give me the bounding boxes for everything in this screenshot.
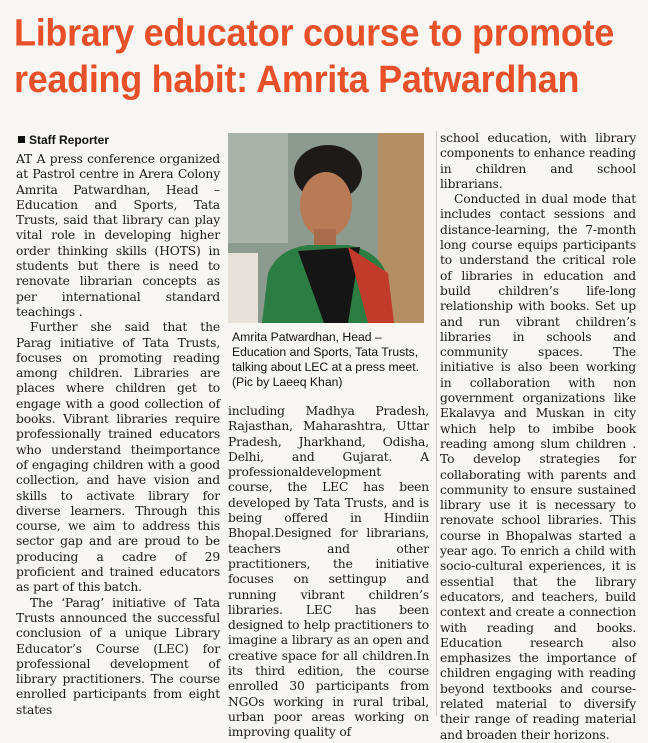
- photo-caption: Amrita Patwardhan, Head – Education and Sports, Tata Trusts, talking about LEC at a press meet. (Pic by Laeeq Khan): [232, 330, 419, 389]
- byline: [18, 133, 109, 147]
- portrait-illustration: [228, 133, 424, 323]
- byline-text: Staff Reporter: [29, 133, 110, 147]
- paragraph: Further she said that the Parag initiative of Tata Trusts, focuses on promoting reading among children. Libraries are places where children get to engage with a good collection of books. Vibrant libraries require professionally trained educators who understand theimportance of engaging children with a good collection, and have vision and skills to activate library for diverse learners. Through this course, we aim to address this sector gap and are proud to be producing a cadre of 29 proficient and trained educators as part of this batch.: [16, 320, 220, 595]
- article-column-1: [16, 152, 220, 718]
- byline-square-icon: [18, 136, 25, 143]
- article-column-3: [440, 131, 636, 743]
- column-divider: [436, 131, 437, 716]
- paragraph: Conducted in dual mode that includes contact sessions and distance-learning, the 7-month long course equips participants to understand the critical role of libraries in education and build children’s life-long relationship with books. Set up and run vibrant children’s libraries in schools and community spaces. The initiative is also been working in collaboration with non government organizations like Ekalavya and Muskan in city which help to imbibe book reading among slum children . To develop strategies for collaborating with parents and community to ensure sustained library use it is necessary to renovate school libraries. This course in Bhopalwas started a year ago. To enrich a child with socio-cultural experiences, it is essential that the library educators, and teachers, build context and create a connection with reading and books. Education research also emphasizes the importance of children engaging with reading beyond textbooks and course-related material to diversify their range of reading material and broaden their horizons.: [440, 192, 636, 742]
- headline: Library educator course to promote reading habit: Amrita Patwardhan: [14, 11, 614, 101]
- paragraph: including Madhya Pradesh, Rajasthan, Maharashtra, Uttar Pradesh, Jharkhand, Odisha, Delhi, and Gujarat. A professionaldevelopment course, the LEC has been developed by Tata Trusts, and is being offered in Hindiin Bhopal.Designed for librarians, teachers and other practitioners, the initiative focuses on settingup and running vibrant children’s libraries. LEC has been designed to help practitioners to imagine a library as an open and creative space for all children.In its third edition, the course enrolled 30 participants from NGOs working in rural tribal, urban poor areas working on improving quality of: [228, 404, 429, 740]
- paragraph: The ‘Parag’ initiative of Tata Trusts announced the successful conclusion of a unique Library Educator’s Course (LEC) for professional development of library practitioners. The course enrolled participants from eight states: [16, 595, 220, 717]
- news-photo: [228, 133, 424, 323]
- article-column-2: [228, 404, 429, 741]
- paragraph: school education, with library components to enhance reading in children and school librarians.: [440, 131, 636, 191]
- paragraph: AT A press conference organized at Pastrol centre in Arera Colony Amrita Patwardhan, Head – Education and Sports, Tata Trusts, said that library can play vital role in developing higher order thinking skills (HOTS) in students but there is need to renovate librarian concepts as per international standard teachings .: [16, 152, 220, 319]
